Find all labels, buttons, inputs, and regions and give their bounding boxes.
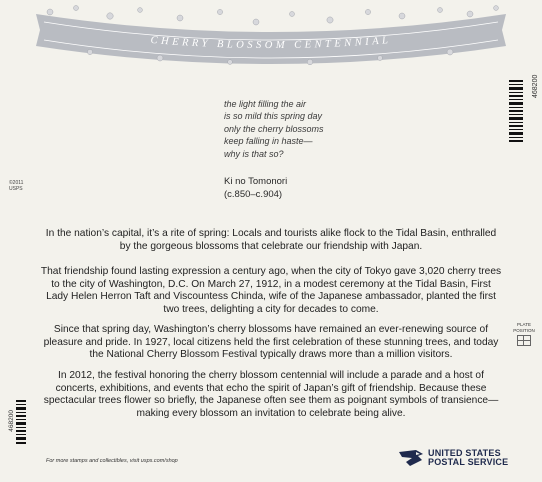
poem-line: keep falling in haste— (224, 136, 313, 147)
poem-line: why is that so? (224, 148, 284, 159)
barcode-right (509, 74, 539, 142)
cherry-blossom-banner (30, 4, 512, 66)
banner-title: CHERRY BLOSSOM CENTENNIAL (150, 34, 392, 52)
poem-dates: (c.850–c.904) (224, 188, 283, 200)
poem-line: is so mild this spring day (224, 111, 323, 122)
plate-label: PLATE (517, 322, 531, 327)
poem (224, 98, 444, 160)
body-paragraph: In the nation’s capital, it’s a rite of spring: Locals and tourists alike flock to the Tidal Basin, enthralled by the gorgeous blossoms that celebrate our friendship with Japan. (45, 228, 497, 252)
banner-ribbon (30, 4, 512, 66)
poem-line: only the cherry blossoms (224, 123, 324, 134)
copyright-year: ©2011 (9, 180, 24, 186)
shop-link-text: For more stamps and collectibles, visit usps.com/shop (46, 458, 178, 464)
body-paragraph: In 2012, the festival honoring the cherry blossom centennial will include a parade and a host of concerts, exhibitions, and events that echo the spirit of Japan’s gift of friendship. Because these spectacular trees flower so briefly, the Japanese often see them as poignant symbols of transience—making every blossom an invitation to celebrate being alive. (43, 370, 499, 419)
barcode-right-bars (509, 80, 523, 142)
position-label: POSITION (513, 327, 535, 333)
body-paragraph: That friendship found lasting expression a century ago, when the city of Tokyo gave 3,020 cherry trees to the city of Washington, D.C. On March 27, 1912, in a modest ceremony at the Tidal Basin, First Lady Helen Herron Taft and Viscountess Chinda, wife of the Japanese ambassador, planted the first two trees, delighting a city for decades to come. (40, 266, 502, 315)
usps-line1: UNITED STATES (428, 448, 501, 458)
plate-position-marker (513, 322, 535, 346)
eagle-icon (398, 448, 424, 468)
usps-line2: POSTAL SERVICE (428, 457, 509, 467)
poem-attribution (224, 176, 287, 201)
barcode-left (6, 400, 26, 449)
barcode-right-number: 468200 (532, 74, 539, 98)
copyright-org: USPS (9, 186, 23, 192)
body-paragraph: Since that spring day, Washington’s cherry blossoms have remained an ever-renewing source of pleasure and pride. In 1927, local citizens held the first celebration of these stunning trees, and today the National Cherry Blossom Festival typically draws more than a million visitors. (43, 324, 499, 361)
plate-position-grid-icon (517, 335, 531, 346)
poem-author: Ki no Tomonori (224, 176, 288, 187)
poem-line: the light filling the air (224, 99, 307, 109)
barcode-left-number: 468200 (8, 410, 15, 432)
copyright-notice (9, 180, 23, 192)
usps-logo (398, 448, 508, 468)
